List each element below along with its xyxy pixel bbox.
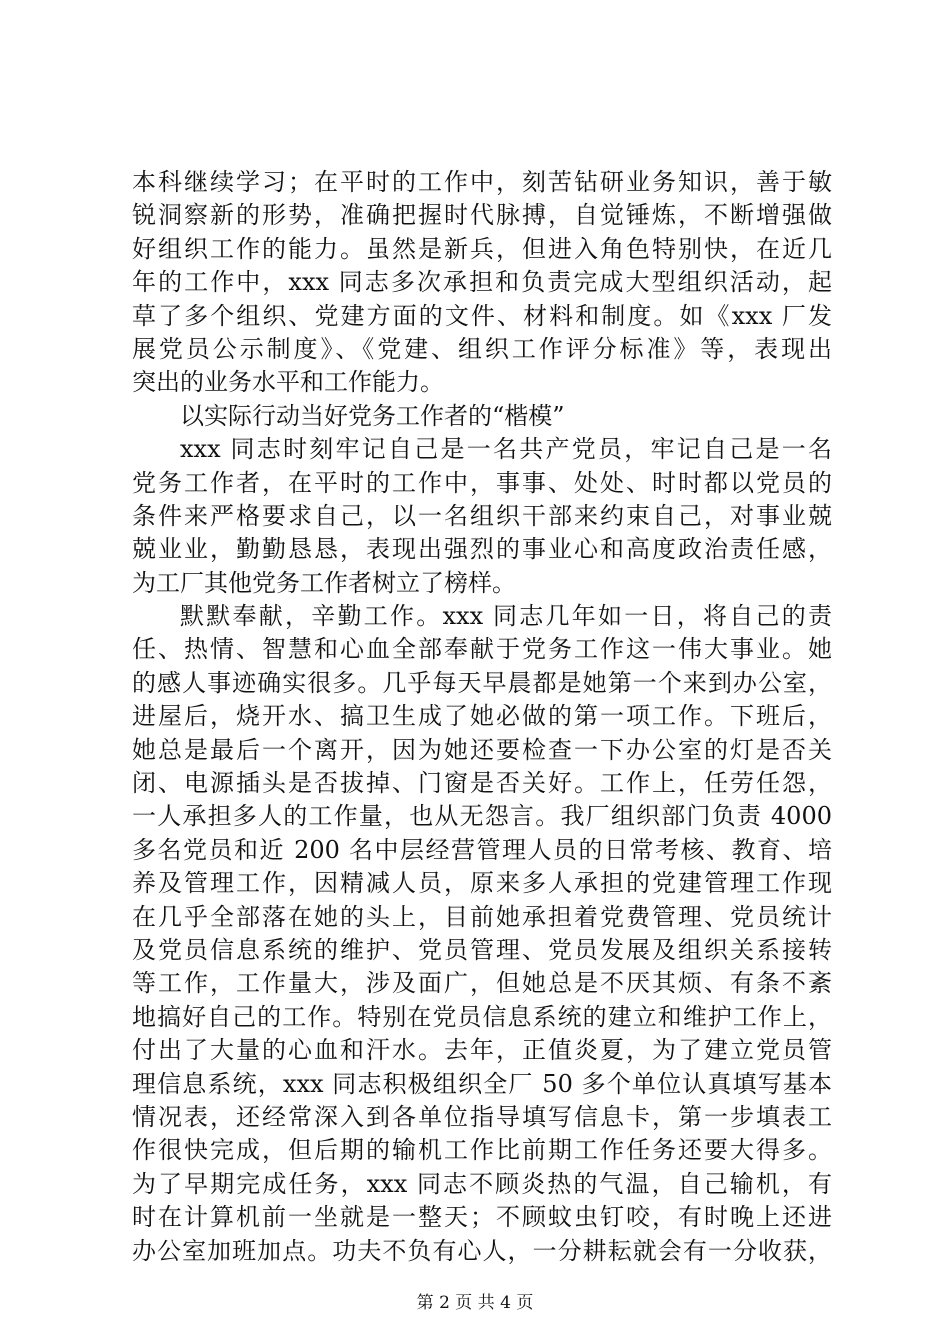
text-line: 默默奉献，辛勤工作。xxx 同志几年如一日，将自己的责 [180,602,832,631]
text-line: 时在计算机前一坐就是一整天；不顾蚊虫钉咬，有时晚上还进 [132,1203,832,1232]
text-line: 锐洞察新的形势，准确把握时代脉搏，自觉锤炼，不断增强做 [132,201,832,230]
text-line: 等工作，工作量大，涉及面广，但她总是不厌其烦、有条不紊 [132,969,832,998]
page-footer: 第 2 页 共 4 页 [416,1293,534,1313]
text-line: 本科继续学习；在平时的工作中，刻苦钻研业务知识，善于敏 [132,168,832,196]
text-line: 任、热情、智慧和心血全部奉献于党务工作这一伟大事业。她 [132,635,832,664]
text-line: 条件来严格要求自己，以一名组织干部来约束自己，对事业兢 [132,501,832,530]
text-line: 展党员公示制度》、《党建、组织工作评分标准》等，表现出 [132,334,832,363]
text-line: 闭、电源插头是否拔掉、门窗是否关好。工作上，任劳任怨， [132,769,832,798]
text-line: 养及管理工作，因精减人员，原来多人承担的党建管理工作现 [132,869,832,898]
text-line: 多名党员和近 200 名中层经营管理人员的日常考核、教育、培 [132,835,832,864]
text-line: 好组织工作的能力。虽然是新兵，但进入角色特别快，在近几 [132,234,832,263]
text-line: 年的工作中，xxx 同志多次承担和负责完成大型组织活动，起 [132,268,832,297]
text-line: 为工厂其他党务工作者树立了榜样。 [132,568,516,597]
text-line: 进屋后，烧开水、搞卫生成了她必做的第一项工作。下班后， [132,702,832,731]
text-line: 付出了大量的心血和汗水。去年，正值炎夏，为了建立党员管 [132,1036,832,1065]
text-line: 党务工作者，在平时的工作中，事事、处处、时时都以党员的 [132,468,832,497]
text-line: 情况表，还经常深入到各单位指导填写信息卡，第一步填表工 [132,1102,832,1131]
text-line: 在几乎全部落在她的头上，目前她承担着党费管理、党员统计 [132,902,832,931]
document-body [132,166,832,1268]
text-line: 及党员信息系统的维护、党员管理、党员发展及组织关系接转 [132,935,832,964]
text-line: 理信息系统，xxx 同志积极组织全厂 50 多个单位认真填写基本 [132,1069,832,1098]
text-line: 以实际行动当好党务工作者的“楷模” [180,401,565,430]
text-line: 突出的业务水平和工作能力。 [132,368,444,397]
text-line: 草了多个组织、党建方面的文件、材料和制度。如《xxx 厂发 [132,301,832,330]
text-line: 作很快完成，但后期的输机工作比前期工作任务还要大得多。 [132,1136,832,1165]
text-line: 一人承担多人的工作量，也从无怨言。我厂组织部门负责 4000 [132,802,832,831]
text-line: 她总是最后一个离开，因为她还要检查一下办公室的灯是否关 [132,735,832,764]
text-line: 兢业业，勤勤恳恳，表现出强烈的事业心和高度政治责任感， [132,535,832,564]
text-line: 地搞好自己的工作。特别在党员信息系统的建立和维护工作上， [132,1002,832,1031]
text-line: xxx 同志时刻牢记自己是一名共产党员，牢记自己是一名 [180,435,832,464]
text-line: 为了早期完成任务，xxx 同志不顾炎热的气温，自己输机，有 [132,1169,832,1198]
text-line: 办公室加班加点。功夫不负有心人，一分耕耘就会有一分收获， [132,1236,832,1265]
text-line: 的感人事迹确实很多。几乎每天早晨都是她第一个来到办公室， [132,668,832,697]
